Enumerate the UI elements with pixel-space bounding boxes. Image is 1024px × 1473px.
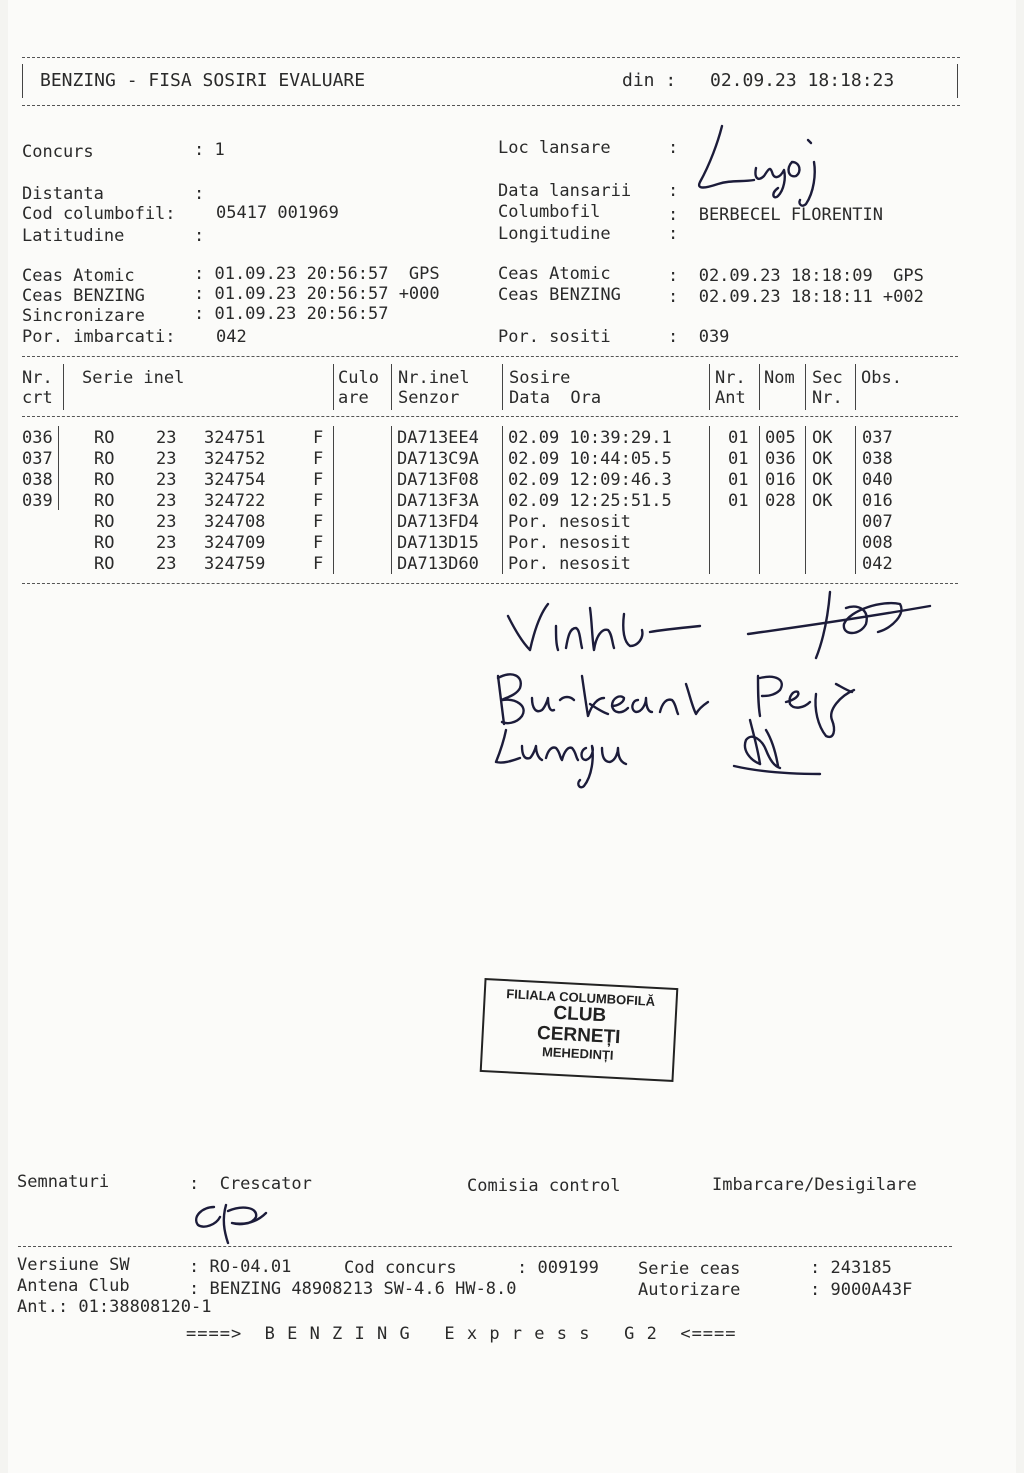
imbarcare-desigilare-label: Imbarcare/Desigilare <box>712 1175 917 1195</box>
data-lansarii-label: Data lansarii <box>498 181 632 201</box>
col-divider <box>58 426 59 510</box>
stamp-line-1: FILIALA COLUMBOFILĂ <box>505 986 656 1009</box>
table-cell-nom: 036 <box>765 449 796 469</box>
table-cell-senzor: DA713FD4 <box>397 512 479 532</box>
col-divider <box>502 364 503 410</box>
ceas-benzing-end-value: : 02.09.23 18:18:11 +002 <box>668 287 924 307</box>
columbofil-label: Columbofil <box>498 202 601 222</box>
comisia-control-label: Comisia control <box>467 1176 621 1196</box>
ceas-benzing-start-label: Ceas BENZING <box>22 286 145 306</box>
table-cell-senzor: DA713D15 <box>397 533 479 553</box>
header-nom: Nom <box>764 368 795 388</box>
sincronizare-label: Sincronizare <box>22 306 145 326</box>
header-sosire-2: Data Ora <box>509 388 602 408</box>
col-divider <box>63 364 64 410</box>
header-culoare-2: are <box>338 388 369 408</box>
loc-lansare-value: : <box>668 138 679 158</box>
table-cell-sex: F <box>313 449 324 469</box>
table-cell-sosire: 02.09 12:25:51.5 <box>508 491 672 511</box>
col-divider <box>855 426 856 574</box>
table-cell-sosire: 02.09 10:39:29.1 <box>508 428 672 448</box>
col-divider <box>391 426 392 574</box>
table-cell-senzor: DA713F3A <box>397 491 479 511</box>
sincronizare-value: : 01.09.23 20:56:57 <box>194 304 389 324</box>
table-cell-tara: RO <box>94 428 115 448</box>
club-stamp <box>480 978 679 1082</box>
table-cell-obs: 008 <box>862 533 893 553</box>
table-cell-sex: F <box>313 428 324 448</box>
versiune-sw-value: : RO-04.01 <box>189 1257 292 1277</box>
table-cell-obs: 040 <box>862 470 893 490</box>
autorizare-label: Autorizare <box>638 1280 741 1300</box>
col-divider <box>759 426 760 574</box>
serie-ceas-value: : 243185 <box>810 1258 892 1278</box>
table-cell-an: 23 <box>156 491 177 511</box>
table-cell-an: 23 <box>156 428 177 448</box>
benzing-banner: ====> B E N Z I N G E x p r e s s G 2 <==== <box>186 1324 737 1344</box>
autorizare-value: : 9000A43F <box>810 1280 913 1300</box>
table-cell-sex: F <box>313 491 324 511</box>
table-cell-sex: F <box>313 512 324 532</box>
header-nr-crt-2: crt <box>22 388 53 408</box>
table-cell-sex: F <box>313 470 324 490</box>
table-cell-tara: RO <box>94 470 115 490</box>
ceas-benzing-start-value: : 01.09.23 20:56:57 +000 <box>194 284 440 304</box>
table-cell-nom: 028 <box>765 491 796 511</box>
longitudine-value: : <box>668 224 679 244</box>
table-cell-sex: F <box>313 533 324 553</box>
report-title: BENZING - FISA SOSIRI EVALUARE <box>40 70 366 91</box>
versiune-sw-label: Versiune SW <box>17 1255 130 1275</box>
table-cell-crt: 038 <box>22 470 53 490</box>
latitudine-label: Latitudine <box>22 226 125 246</box>
longitudine-label: Longitudine <box>498 224 611 244</box>
table-cell-obs: 037 <box>862 428 893 448</box>
table-cell-inel: 324709 <box>204 533 266 553</box>
table-header-border <box>22 416 958 417</box>
table-cell-crt: 039 <box>22 491 53 511</box>
semnaturi-label: Semnaturi <box>17 1172 110 1192</box>
table-cell-inel: 324754 <box>204 470 266 490</box>
table-cell-sosire: Por. nesosit <box>508 512 631 532</box>
ceas-atomic-end-value: : 02.09.23 18:18:09 GPS <box>668 266 924 286</box>
header-sec-1: Sec <box>812 368 843 388</box>
table-cell-sec: OK <box>812 449 833 469</box>
distanta-value: : <box>194 184 205 204</box>
table-cell-an: 23 <box>156 554 177 574</box>
ceas-benzing-end-label: Ceas BENZING <box>498 285 621 305</box>
col-divider <box>805 364 806 410</box>
handwritten-loc-lansare <box>688 112 848 212</box>
table-cell-an: 23 <box>156 512 177 532</box>
table-cell-sosire: 02.09 12:09:46.3 <box>508 470 672 490</box>
table-cell-inel: 324722 <box>204 491 266 511</box>
col-divider <box>502 426 503 574</box>
table-cell-tara: RO <box>94 512 115 532</box>
cod-concurs-label: Cod concurs <box>344 1258 457 1278</box>
table-cell-inel: 324751 <box>204 428 266 448</box>
footer-border <box>18 1246 952 1247</box>
header-left-border <box>22 64 23 98</box>
data-lansarii-value: : <box>668 181 679 201</box>
header-bottom-border <box>22 105 960 106</box>
table-cell-senzor: DA713F08 <box>397 470 479 490</box>
report-date: 02.09.23 18:18:23 <box>710 70 895 91</box>
header-serie-inel: Serie inel <box>82 368 185 388</box>
cod-columbofil-label: Cod columbofil: <box>22 204 176 224</box>
por-imbarcati-label: Por. imbarcati: <box>22 327 176 347</box>
col-divider <box>391 364 392 410</box>
table-cell-sex: F <box>313 554 324 574</box>
stamp-line-4: MEHEDINȚI <box>541 1044 614 1063</box>
header-nr-ant-1: Nr. <box>715 368 746 388</box>
col-divider <box>855 364 856 410</box>
handwritten-signatures <box>490 580 950 800</box>
table-cell-nom: 016 <box>765 470 796 490</box>
antena-club-value: : BENZING 48908213 SW-4.6 HW-8.0 <box>189 1279 517 1299</box>
col-divider <box>709 364 710 410</box>
distanta-label: Distanta <box>22 184 104 204</box>
cod-concurs-value: : 009199 <box>517 1258 599 1278</box>
table-cell-inel: 324759 <box>204 554 266 574</box>
cod-columbofil-value: 05417 001969 <box>216 203 339 223</box>
stamp-line-2: CLUB <box>552 1002 607 1027</box>
table-cell-tara: RO <box>94 554 115 574</box>
report-date-label: din : <box>622 70 677 91</box>
header-top-border <box>22 57 960 58</box>
table-cell-an: 23 <box>156 470 177 490</box>
header-culoare-1: Culo <box>338 368 379 388</box>
concurs-value: : 1 <box>194 140 225 160</box>
table-cell-ant: 01 <box>728 449 749 469</box>
table-cell-ant: 01 <box>728 470 749 490</box>
header-nr-inel-2: Senzor <box>398 388 460 408</box>
table-cell-tara: RO <box>94 533 115 553</box>
header-right-border <box>957 64 958 98</box>
table-cell-senzor: DA713D60 <box>397 554 479 574</box>
loc-lansare-label: Loc lansare <box>498 138 611 158</box>
table-cell-crt: 036 <box>22 428 53 448</box>
header-nr-inel-1: Nr.inel <box>398 368 470 388</box>
ceas-atomic-start-label: Ceas Atomic <box>22 266 135 286</box>
header-nr-crt-1: Nr. <box>22 368 53 388</box>
table-cell-sec: OK <box>812 428 833 448</box>
ceas-atomic-start-value: : 01.09.23 20:56:57 GPS <box>194 264 440 284</box>
table-cell-sosire: Por. nesosit <box>508 554 631 574</box>
table-cell-sosire: 02.09 10:44:05.5 <box>508 449 672 469</box>
header-sec-2: Nr. <box>812 388 843 408</box>
table-cell-an: 23 <box>156 533 177 553</box>
table-cell-obs: 007 <box>862 512 893 532</box>
table-cell-inel: 324752 <box>204 449 266 469</box>
concurs-label: Concurs <box>22 142 94 162</box>
table-top-border <box>22 356 958 357</box>
antena-id: Ant.: 01:38808120-1 <box>17 1297 212 1317</box>
table-cell-sosire: Por. nesosit <box>508 533 631 553</box>
table-cell-nom: 005 <box>765 428 796 448</box>
table-cell-crt: 037 <box>22 449 53 469</box>
ceas-atomic-end-label: Ceas Atomic <box>498 264 611 284</box>
por-imbarcati-value: 042 <box>216 327 247 347</box>
col-divider <box>709 426 710 574</box>
columbofil-value: : BERBECEL FLORENTIN <box>668 205 883 225</box>
por-sositi-label: Por. sositi <box>498 327 611 347</box>
serie-ceas-label: Serie ceas <box>638 1259 741 1279</box>
col-divider <box>759 364 760 410</box>
table-cell-sec: OK <box>812 470 833 490</box>
col-divider <box>805 426 806 574</box>
crescator-label: : Crescator <box>189 1174 312 1194</box>
table-cell-sec: OK <box>812 491 833 511</box>
table-cell-obs: 038 <box>862 449 893 469</box>
table-cell-senzor: DA713C9A <box>397 449 479 469</box>
stamp-line-3: CERNEȚI <box>536 1023 621 1049</box>
table-cell-an: 23 <box>156 449 177 469</box>
antena-club-label: Antena Club <box>17 1276 130 1296</box>
table-cell-ant: 01 <box>728 428 749 448</box>
table-cell-ant: 01 <box>728 491 749 511</box>
table-cell-obs: 016 <box>862 491 893 511</box>
table-cell-tara: RO <box>94 491 115 511</box>
table-cell-obs: 042 <box>862 554 893 574</box>
header-obs: Obs. <box>861 368 902 388</box>
header-sosire-1: Sosire <box>509 368 571 388</box>
table-cell-senzor: DA713EE4 <box>397 428 479 448</box>
table-cell-inel: 324708 <box>204 512 266 532</box>
col-divider <box>333 426 334 574</box>
col-divider <box>333 364 334 410</box>
por-sositi-value: : 039 <box>668 327 730 347</box>
table-cell-tara: RO <box>94 449 115 469</box>
latitudine-value: : <box>194 226 205 246</box>
header-nr-ant-2: Ant <box>715 388 746 408</box>
